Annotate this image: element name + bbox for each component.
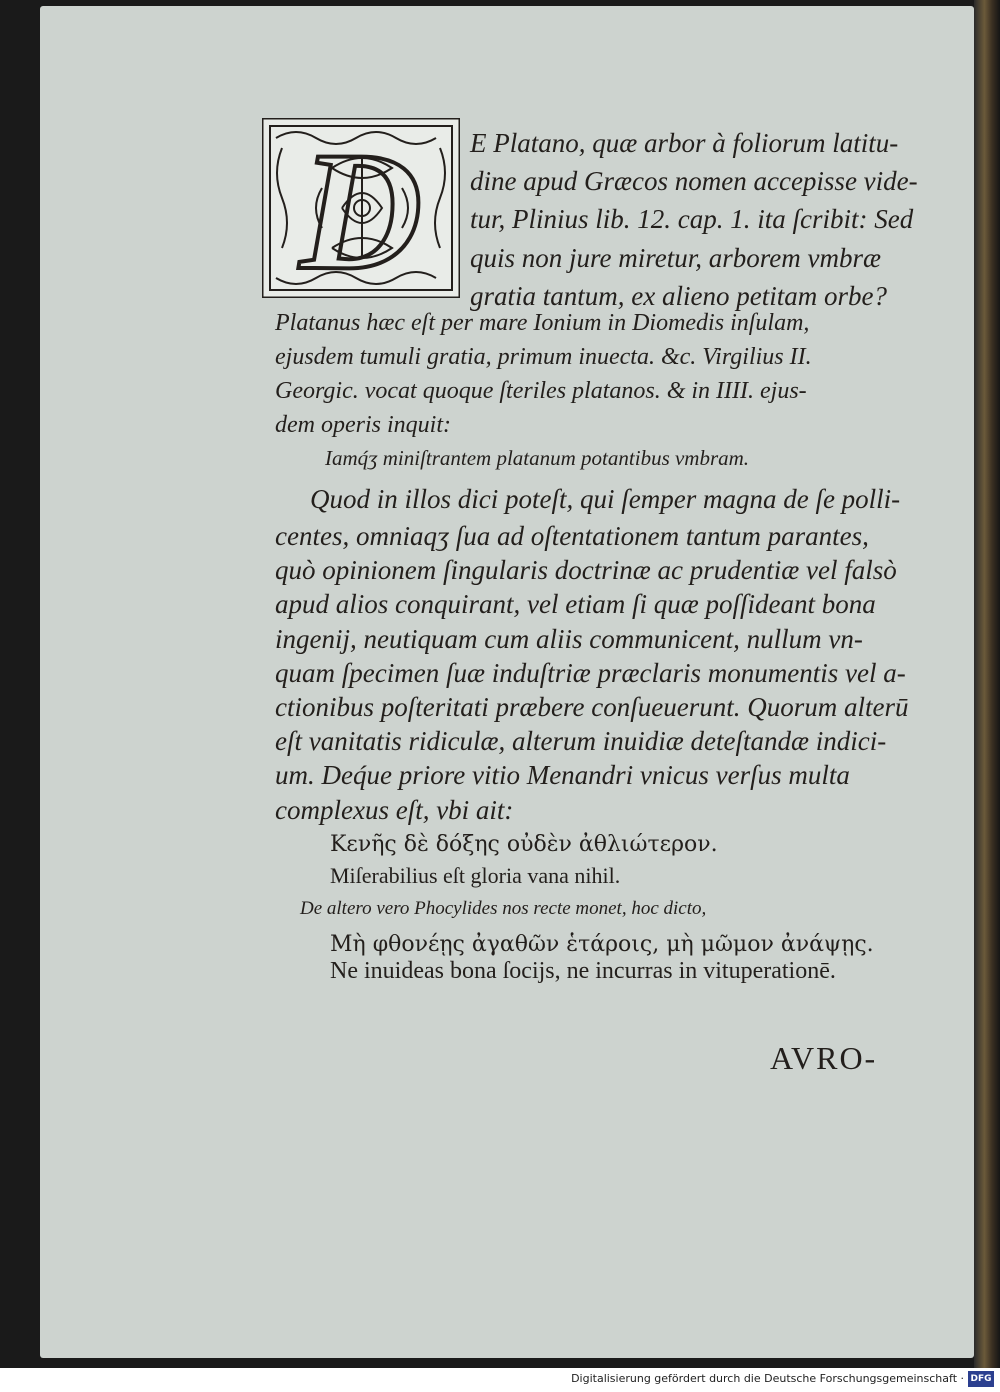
text-line: tur, Plinius lib. 12. cap. 1. ita ſcribit: Sed [470,204,914,234]
verse-quotation: Iamq́ʒ miniſtrantem platanum potantibus vmbram. [325,446,750,470]
footer-bar [0,1368,1000,1392]
decorated-initial-d [262,118,460,298]
text-line: centes, omniaqʒ ſua ad oſtentationem tantum parantes, [275,521,869,551]
dfg-logo: DFG [968,1371,994,1387]
text-line: um. Deq́ue priore vitio Menandri vnicus verſus multa [275,760,850,790]
greek-verse: Μὴ φθονέῃς ἀγαθῶν ἑτάροις, μὴ μῶμον ἀνάψῃς. [330,932,874,957]
drop-cap-letter: D [299,118,423,298]
text-line: quis non jure miretur, arborem vmbræ [470,243,881,273]
text-line: eſt vanitatis ridiculæ, alterum inuidiæ deteſtandæ indici- [275,726,887,756]
text-line: Quod in illos dici poteſt, qui ſemper magna de ſe polli- [310,484,901,514]
text-line: gratia tantum, ex alieno petitam orbe? [470,281,887,311]
text-line: Georgic. vocat quoque ſteriles platanos. & in IIII. ejus- [275,378,807,404]
catchword: AVRO- [770,1040,878,1076]
footer-credit: Digitalisierung gefördert durch die Deutsche Forschungsgemeinschaft · [571,1372,964,1385]
latin-translation: Miſerabilius eſt gloria vana nihil. [330,863,621,888]
text-line: ingenij, neutiquam cum aliis communicent, nullum vn- [275,624,863,654]
text-line: dem operis inquit: [275,412,451,438]
latin-translation: Ne inuideas bona ſocijs, ne incurras in vituperationē. [330,958,836,984]
text-line: quam ſpecimen ſuæ induſtriæ præclaris monumentis vel a- [275,658,906,688]
text-line: dine apud Græcos nomen accepisse vide- [470,166,918,196]
text-line: E Platano, quæ arbor à foliorum latitu- [470,128,899,158]
text-line: complexus eſt, vbi ait: [275,795,514,825]
greek-verse: Κενῆς δὲ δόξης οὐδὲν ἀθλιώτερον. [330,832,718,857]
text-line: Platanus hæc eſt per mare Ionium in Diomedis inſulam, [275,310,810,336]
text-line: apud alios conquirant, vel etiam ſi quæ poſſideant bona [275,589,876,619]
text-line: ejusdem tumuli gratia, primum inuecta. &c. Virgilius II. [275,344,812,370]
text-line: quò opinionem ſingularis doctrinæ ac prudentiæ vel falsò [275,555,897,585]
text-line: De altero vero Phocylides nos recte monet, hoc dicto, [300,898,707,919]
text-line: ctionibus poſteritati præbere conſueuerunt. Quorum alterū [275,692,909,722]
